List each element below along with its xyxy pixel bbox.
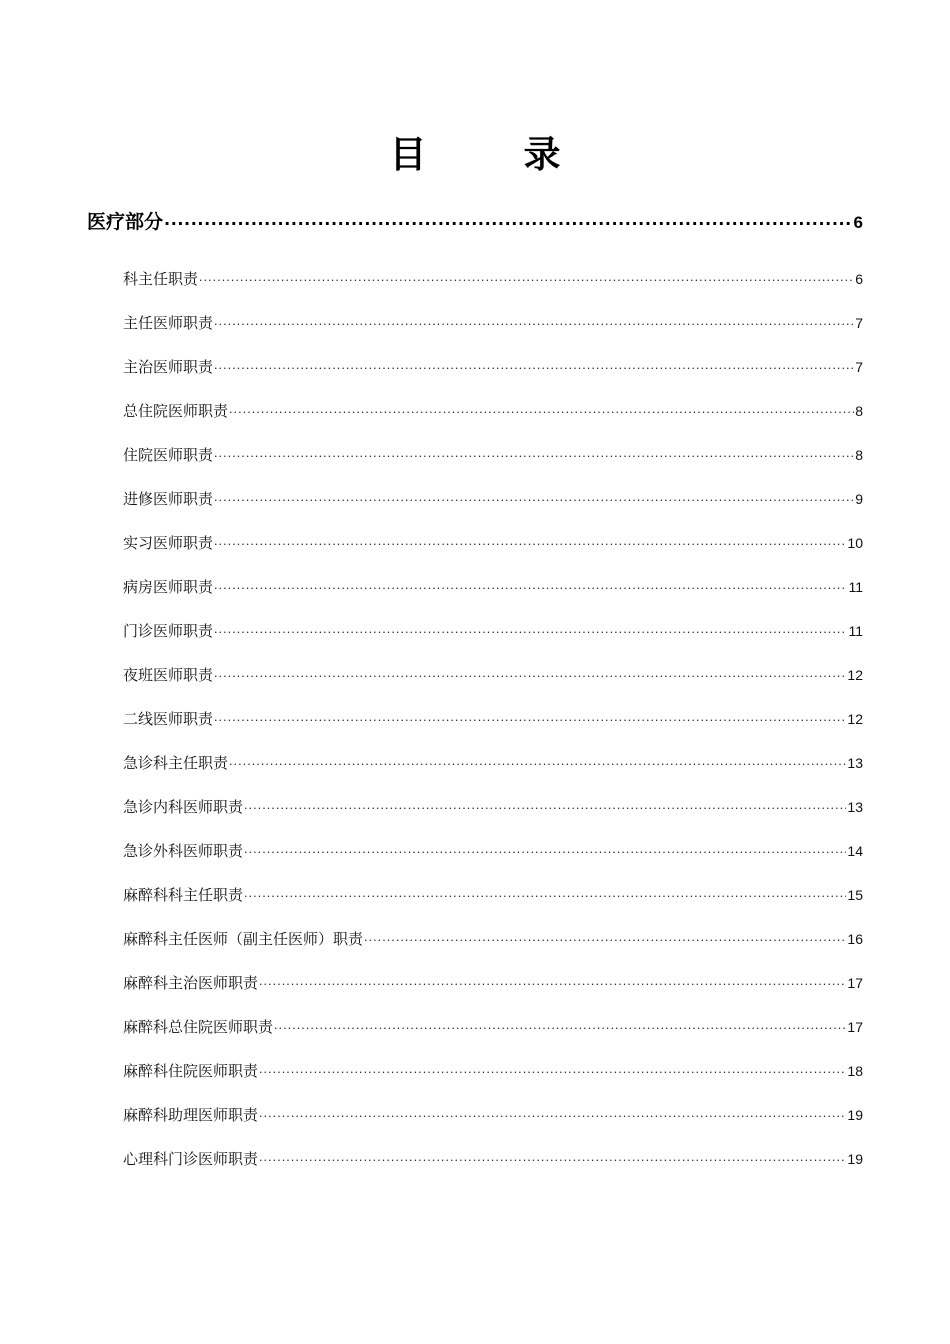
toc-dot-leader xyxy=(229,747,846,775)
toc-dot-leader xyxy=(259,1099,846,1127)
toc-entry[interactable] xyxy=(123,970,863,996)
toc-entry[interactable] xyxy=(123,618,863,644)
toc-page-number: 8 xyxy=(855,403,863,419)
toc-entry[interactable] xyxy=(123,266,863,292)
toc-dot-leader xyxy=(214,307,854,335)
toc-dot-leader xyxy=(214,483,854,511)
toc-entry-label: 主治医师职责 xyxy=(123,358,214,376)
toc-page-number: 18 xyxy=(847,1063,863,1079)
toc-page-number: 15 xyxy=(847,887,863,903)
toc-entry[interactable] xyxy=(123,354,863,380)
toc-entry-label: 科主任职责 xyxy=(123,270,199,288)
toc-entry[interactable] xyxy=(123,838,863,864)
toc-page-number: 7 xyxy=(855,359,863,375)
toc-page-number: 11 xyxy=(848,623,863,639)
toc-section-label: 医疗部分 xyxy=(87,211,164,233)
toc-entry-label: 病房医师职责 xyxy=(123,578,214,596)
toc-page-number: 13 xyxy=(847,799,863,815)
toc-entry[interactable] xyxy=(123,706,863,732)
toc-page-number: 16 xyxy=(847,931,863,947)
toc-page-number: 19 xyxy=(847,1107,863,1123)
toc-entry-label: 急诊外科医师职责 xyxy=(123,842,244,860)
toc-entry-label: 心理科门诊医师职责 xyxy=(123,1150,259,1168)
toc-entry[interactable] xyxy=(123,750,863,776)
toc-page-number: 12 xyxy=(847,711,863,727)
toc-dot-leader xyxy=(274,1011,846,1039)
toc-entry-label: 麻醉科主任医师（副主任医师）职责 xyxy=(123,930,364,948)
toc-entry-label: 实习医师职责 xyxy=(123,534,214,552)
toc-dot-leader xyxy=(244,879,846,907)
toc-dot-leader xyxy=(214,659,846,687)
toc-dot-leader xyxy=(214,703,846,731)
toc-page-number: 6 xyxy=(853,213,863,232)
toc-page-number: 14 xyxy=(847,843,863,859)
toc-entry[interactable] xyxy=(123,926,863,952)
toc-entry[interactable] xyxy=(123,486,863,512)
toc-entry-label: 急诊内科医师职责 xyxy=(123,798,244,816)
toc-entry-label: 急诊科主任职责 xyxy=(123,754,229,772)
toc-entry-label: 住院医师职责 xyxy=(123,446,214,464)
toc-dot-leader xyxy=(364,923,846,951)
toc-entry-label: 夜班医师职责 xyxy=(123,666,214,684)
toc-page-number: 12 xyxy=(847,667,863,683)
toc-dot-leader xyxy=(214,527,846,555)
toc-entry-label: 进修医师职责 xyxy=(123,490,214,508)
toc-entry-label: 麻醉科主治医师职责 xyxy=(123,974,259,992)
toc-entry-label: 麻醉科助理医师职责 xyxy=(123,1106,259,1124)
toc-page-number: 9 xyxy=(855,491,863,507)
toc-dot-leader xyxy=(199,263,854,291)
toc-page-number: 7 xyxy=(855,315,863,331)
toc-dot-leader xyxy=(214,615,847,643)
toc-page-number: 11 xyxy=(848,579,863,595)
toc-dot-leader xyxy=(214,439,854,467)
toc-dot-leader xyxy=(164,204,853,235)
toc-section-medical[interactable] xyxy=(87,207,863,237)
toc-dot-leader xyxy=(244,835,846,863)
toc-entry-label: 总住院医师职责 xyxy=(123,402,229,420)
toc-page-number: 13 xyxy=(847,755,863,771)
toc-entry[interactable] xyxy=(123,442,863,468)
toc-page-number: 6 xyxy=(855,271,863,287)
toc-entry[interactable] xyxy=(123,1014,863,1040)
toc-page-number: 17 xyxy=(847,975,863,991)
toc-entry[interactable] xyxy=(123,1146,863,1172)
toc-entry-label: 麻醉科科主任职责 xyxy=(123,886,244,904)
toc-entry[interactable] xyxy=(123,310,863,336)
toc-dot-leader xyxy=(229,395,854,423)
toc-entry[interactable] xyxy=(123,882,863,908)
toc-dot-leader xyxy=(259,1055,846,1083)
toc-entry-label: 麻醉科住院医师职责 xyxy=(123,1062,259,1080)
toc-page-number: 19 xyxy=(847,1151,863,1167)
toc-page-number: 10 xyxy=(847,535,863,551)
toc-entry-label: 二线医师职责 xyxy=(123,710,214,728)
toc-entry-label: 主任医师职责 xyxy=(123,314,214,332)
toc-page-number: 17 xyxy=(847,1019,863,1035)
toc-entry[interactable] xyxy=(123,574,863,600)
toc-dot-leader xyxy=(244,791,846,819)
toc-dot-leader xyxy=(214,351,854,379)
toc-entry-label: 麻醉科总住院医师职责 xyxy=(123,1018,274,1036)
toc-dot-leader xyxy=(259,967,846,995)
toc-entry[interactable] xyxy=(123,530,863,556)
page-title: 目 录 xyxy=(389,132,591,176)
toc-dot-leader xyxy=(214,571,847,599)
toc-entry[interactable] xyxy=(123,794,863,820)
toc-page-number: 8 xyxy=(855,447,863,463)
toc-dot-leader xyxy=(259,1143,846,1171)
toc-entry-label: 门诊医师职责 xyxy=(123,622,214,640)
toc-entry[interactable] xyxy=(123,1102,863,1128)
toc-entry[interactable] xyxy=(123,398,863,424)
toc-entry[interactable] xyxy=(123,1058,863,1084)
toc-entry[interactable] xyxy=(123,662,863,688)
